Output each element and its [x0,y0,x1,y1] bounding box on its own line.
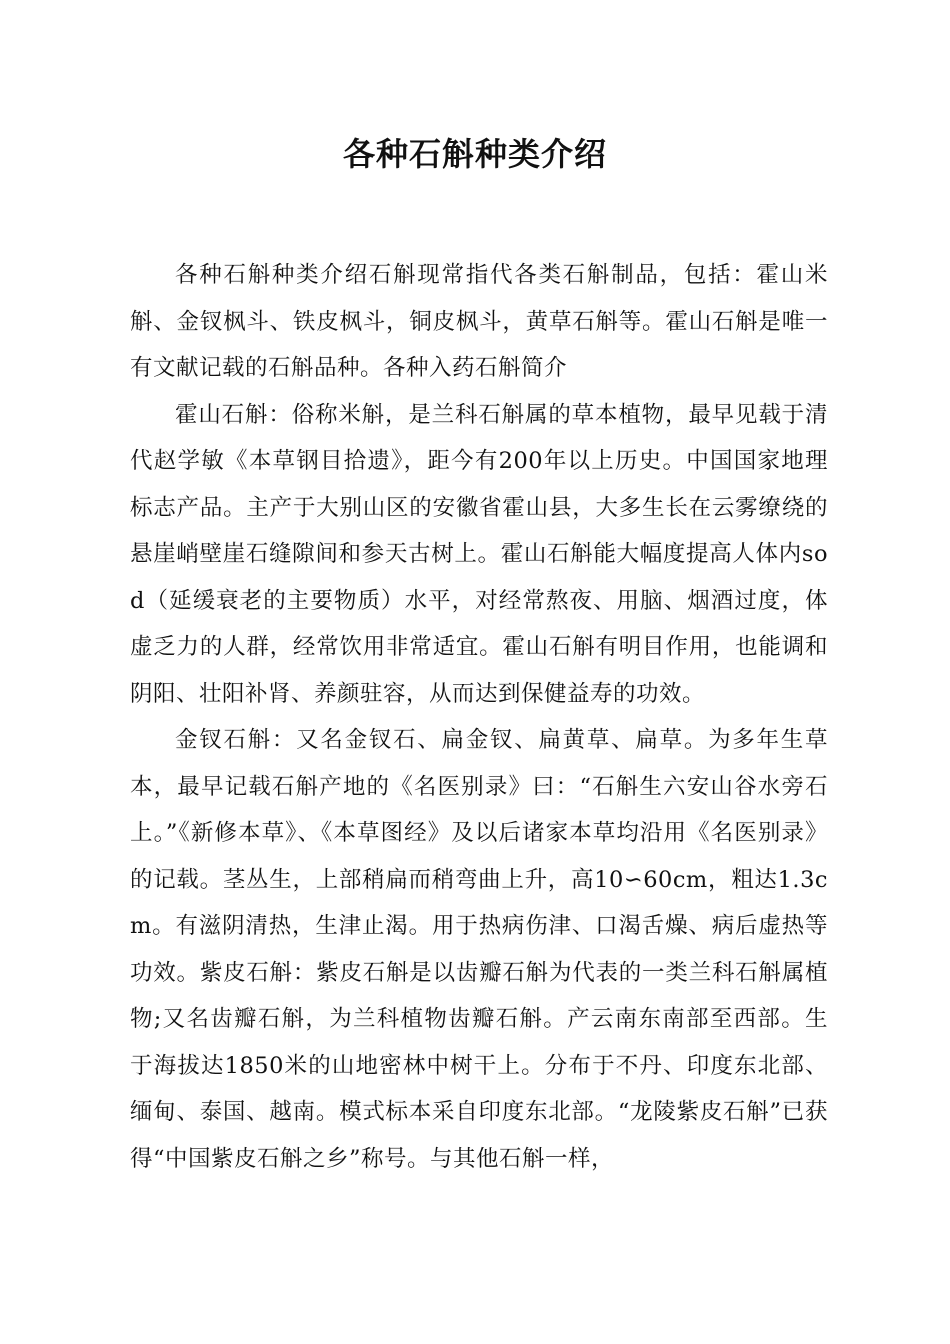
paragraph-huoshan-dendrobium: 霍山石斛：俗称米斛，是兰科石斛属的草本植物，最早见载于清代赵学敏《本草钢目拾遗》，距今有200年以上历史。中国国家地理标志产品。主产于大别山区的安徽省霍山县，大多生长在云雾缭绕的悬崖峭壁崖石缝隙间和参天古树上。霍山石斛能大幅度提高人体内sod（延缓衰老的主要物质）水平，对经常熬夜、用脑、烟酒过度，体虚乏力的人群，经常饮用非常适宜。霍山石斛有明目作用，也能调和阴阳、壮阳补肾、养颜驻容，从而达到保健益寿的功效。 [130,401,828,707]
paragraph-intro: 各种石斛种类介绍石斛现常指代各类石斛制品，包括：霍山米斛、金钗枫斗、铁皮枫斗，铜皮枫斗，黄草石斛等。霍山石斛是唯一有文献记载的石斛品种。各种入药石斛简介 [130,262,828,381]
paragraph-jinchai-and-zipi-dendrobium: 金钗石斛：又名金钗石、扁金钗、扁黄草、扁草。为多年生草本，最早记载石斛产地的《名医别录》曰：“石斛生六安山谷水旁石上。”《新修本草》、《本草图经》及以后诸家本草均沿用《名医别录》的记载。茎丛生，上部稍扁而稍弯曲上升，高10∽60cm，粗达1.3cm。有滋阴清热，生津止渴。用于热病伤津、口渴舌燥、病后虚热等功效。紫皮石斛：紫皮石斛是以齿瓣石斛为代表的一类兰科石斛属植物;又名齿瓣石斛，为兰科植物齿瓣石斛。产云南东南部至西部。生于海拔达1850米的山地密林中树干上。分布于不丹、印度东北部、缅甸、泰国、越南。模式标本采自印度东北部。“龙陵紫皮石斛”已获得“中国紫皮石斛之乡”称号。与其他石斛一样， [130,727,828,1172]
document-body [130,252,828,1182]
document-title: 各种石斛种类介绍 [342,135,607,173]
